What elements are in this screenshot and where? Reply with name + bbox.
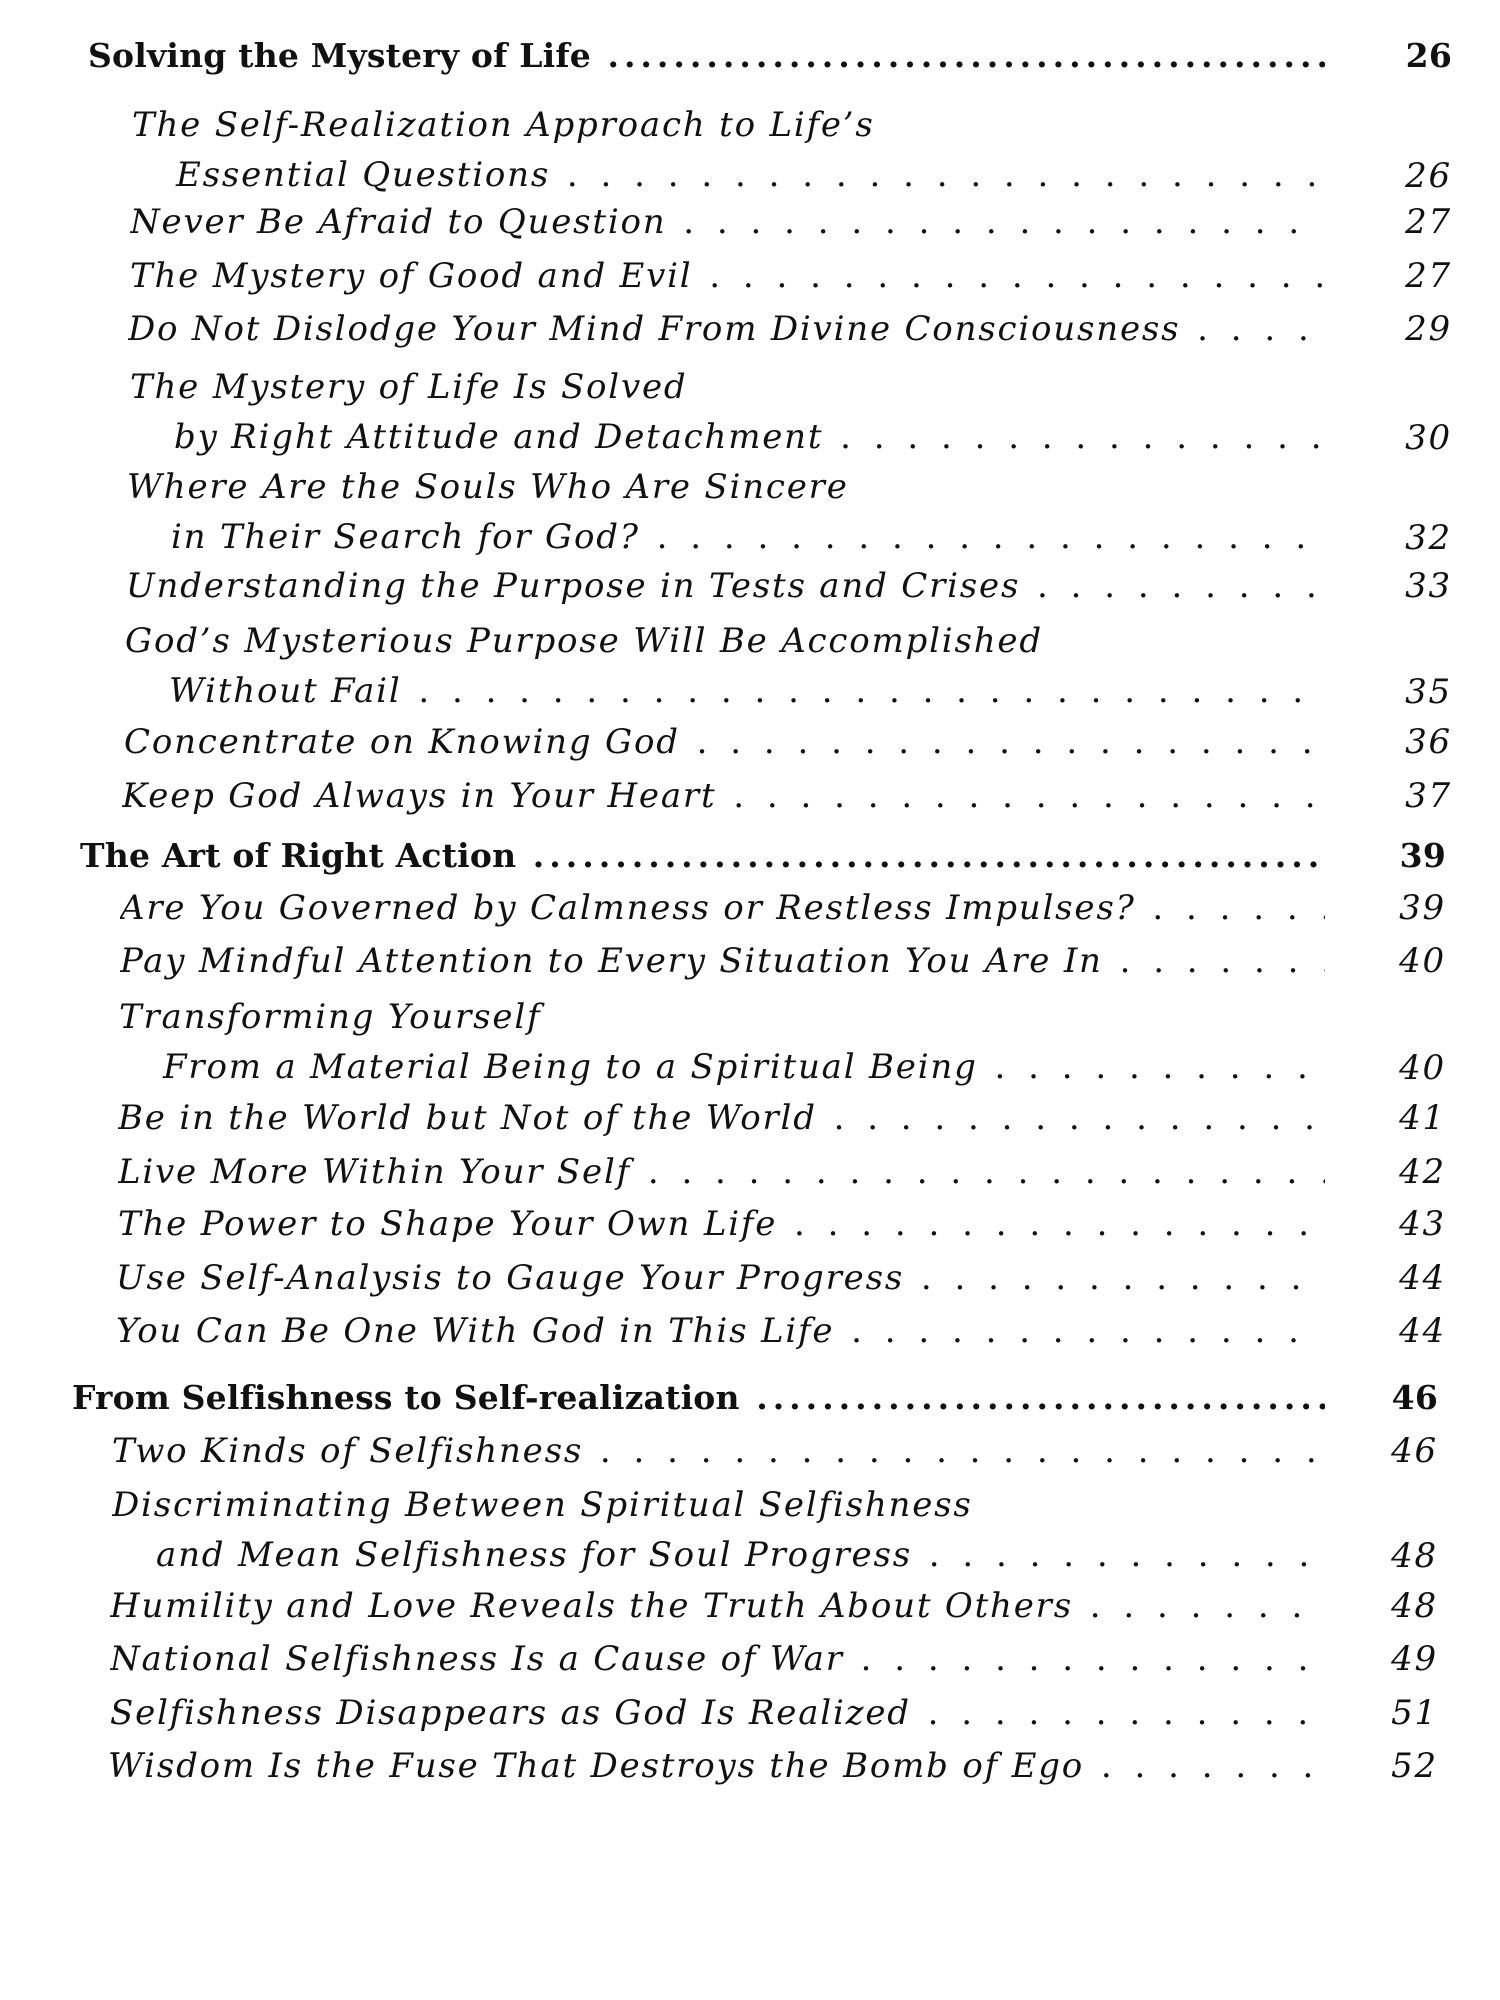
toc-entry-page-number: 27: [1405, 202, 1452, 242]
toc-entry-title: [108, 1740, 1325, 1792]
toc-entry-page-number: 51: [1391, 1693, 1438, 1733]
toc-entry-text: Two Kinds of Selfishness . . .: [112, 1431, 1325, 1471]
toc-entry-page-number: 40: [1399, 1048, 1446, 1088]
toc-entry: [0, 616, 1500, 720]
toc-entry: [0, 1252, 1500, 1304]
toc-entry-line1: Discriminating Between Spiritual Selfishness: [112, 1485, 973, 1525]
toc-entry: [0, 716, 1500, 768]
section-heading: [0, 1372, 1500, 1424]
toc-entry-title: [120, 882, 1325, 934]
toc-entry-title: [132, 100, 1325, 204]
toc-entry-title: [120, 935, 1325, 987]
toc-entry-title: [116, 1305, 1325, 1357]
toc-entry-title: [128, 303, 1325, 355]
toc-entry: [0, 250, 1500, 302]
toc-entry-page-number: 46: [1391, 1431, 1438, 1471]
section-title: [80, 830, 1325, 882]
toc-entry-page-number: 42: [1399, 1152, 1446, 1192]
section-page-number: 26: [1405, 36, 1452, 75]
toc-entry: [0, 560, 1500, 612]
toc-entry-page-number: 44: [1399, 1258, 1446, 1298]
toc-entry-title: [110, 1633, 1325, 1685]
toc-entry: [0, 1092, 1500, 1144]
toc-entry-text: Live More Within Your Self . . .: [118, 1152, 1325, 1192]
toc-entry-page-number: 48: [1391, 1586, 1438, 1626]
toc-entry-text: Use Self-Analysis to Gauge Your Progress . . .: [116, 1258, 1325, 1298]
section-heading: [0, 830, 1500, 882]
toc-entry-title: [112, 1480, 1325, 1584]
toc-entry-page-number: 43: [1399, 1204, 1446, 1244]
toc-entry: [0, 1146, 1500, 1198]
toc-entry-title: [126, 560, 1325, 612]
toc-entry: [0, 992, 1500, 1096]
toc-entry-text: Selfishness Disappears as God Is Realized . . .: [110, 1693, 1325, 1733]
toc-entry-title: [130, 362, 1325, 466]
toc-entry-text: National Selfishness Is a Cause of War . . .: [110, 1639, 1325, 1679]
section-title-text: The Art of Right Action .....: [80, 836, 1325, 875]
section-title-text: From Selfishness to Self-realization .....: [72, 1378, 1325, 1417]
toc-entry-title: [124, 716, 1325, 768]
toc-entry-title: [110, 1580, 1325, 1632]
toc-entry-title: [116, 1252, 1325, 1304]
toc-entry-page-number: 26: [1405, 156, 1452, 196]
section-page-number: 39: [1399, 836, 1446, 875]
toc-entry-title: [118, 1146, 1325, 1198]
toc-entry-page-number: 35: [1405, 672, 1452, 712]
section-title-text: Solving the Mystery of Life .....: [88, 36, 1325, 75]
toc-entry-line1: Transforming Yourself: [119, 997, 542, 1037]
toc-entry-text: Do Not Dislodge Your Mind From Divine Consciousness . . .: [128, 309, 1325, 349]
toc-entry-line2: by Right Attitude and Detachment . . .: [174, 417, 1325, 457]
toc-entry-line2: From a Material Being to a Spiritual Being . . .: [163, 1047, 1325, 1087]
toc-entry: [0, 770, 1500, 822]
toc-entry-text: Never Be Afraid to Question . . .: [130, 202, 1325, 242]
toc-entry-title: [112, 1425, 1325, 1477]
toc-entry: [0, 882, 1500, 934]
toc-entry-page-number: 37: [1405, 776, 1452, 816]
toc-entry-title: [118, 1198, 1325, 1250]
toc-entry-page-number: 33: [1405, 566, 1452, 606]
toc-entry: [0, 462, 1500, 566]
section-title: [88, 30, 1325, 82]
toc-entry-title: [130, 250, 1325, 302]
toc-entry-line2: Essential Questions . . .: [176, 155, 1325, 195]
toc-entry-title: [110, 1687, 1325, 1739]
toc-entry-page-number: 49: [1391, 1639, 1438, 1679]
toc-entry: [0, 1305, 1500, 1357]
toc-entry: [0, 1425, 1500, 1477]
toc-entry-line1: The Self-Realization Approach to Life’s: [132, 105, 875, 145]
toc-entry: [0, 1740, 1500, 1792]
toc-entry-line2: and Mean Selfishness for Soul Progress . . .: [156, 1535, 1325, 1575]
toc-entry-text: Concentrate on Knowing God . . .: [124, 722, 1325, 762]
section-heading: [0, 30, 1500, 82]
toc-entry-text: Humility and Love Reveals the Truth About Others . . .: [110, 1586, 1325, 1626]
toc-entry-line1: The Mystery of Life Is Solved: [130, 367, 688, 407]
toc-entry-text: The Power to Shape Your Own Life . . .: [118, 1204, 1325, 1244]
toc-entry-page-number: 41: [1399, 1098, 1446, 1138]
toc-entry: [0, 1580, 1500, 1632]
toc-entry-title: [119, 992, 1325, 1096]
toc-entry: [0, 1198, 1500, 1250]
toc-entry: [0, 1687, 1500, 1739]
toc-entry-title: [127, 462, 1325, 566]
toc-entry-page-number: 30: [1405, 418, 1452, 458]
toc-entry-page-number: 27: [1405, 256, 1452, 296]
toc-entry-title: [125, 616, 1325, 720]
toc-entry-title: [122, 770, 1325, 822]
toc-entry-line1: God’s Mysterious Purpose Will Be Accomplished: [125, 621, 1043, 661]
toc-entry-text: Wisdom Is the Fuse That Destroys the Bomb of Ego . . .: [108, 1746, 1325, 1786]
toc-entry-text: Pay Mindful Attention to Every Situation You Are In . . .: [120, 941, 1325, 981]
toc-entry-text: You Can Be One With God in This Life . . .: [116, 1311, 1325, 1351]
toc-entry: [0, 196, 1500, 248]
toc-entry-title: [130, 196, 1325, 248]
section-title: [72, 1372, 1325, 1424]
toc-entry-line2: Without Fail . . .: [169, 671, 1325, 711]
toc-entry-title: [118, 1092, 1325, 1144]
toc-entry-page-number: 44: [1399, 1311, 1446, 1351]
toc-entry: [0, 362, 1500, 466]
toc-entry-line1: Where Are the Souls Who Are Sincere: [127, 467, 849, 507]
toc-entry: [0, 303, 1500, 355]
toc-entry-text: Are You Governed by Calmness or Restless Impulses? . . .: [120, 888, 1325, 928]
toc-entry-page-number: 48: [1391, 1536, 1438, 1576]
toc-entry-page-number: 39: [1399, 888, 1446, 928]
toc-entry-text: Understanding the Purpose in Tests and Crises . . .: [126, 566, 1325, 606]
toc-entry: [0, 1480, 1500, 1584]
toc-entry-text: Be in the World but Not of the World . . .: [118, 1098, 1325, 1138]
toc-entry-line2: in Their Search for God? . . .: [171, 517, 1325, 557]
toc-entry-page-number: 29: [1405, 309, 1452, 349]
toc-entry-text: Keep God Always in Your Heart . . .: [122, 776, 1325, 816]
toc-entry: [0, 935, 1500, 987]
toc-entry-page-number: 36: [1405, 722, 1452, 762]
section-page-number: 46: [1391, 1378, 1438, 1417]
toc-entry-page-number: 32: [1405, 518, 1452, 558]
toc-entry: [0, 1633, 1500, 1685]
toc-entry-page-number: 52: [1391, 1746, 1438, 1786]
toc-entry: [0, 100, 1500, 204]
toc-entry-page-number: 40: [1399, 941, 1446, 981]
toc-entry-text: The Mystery of Good and Evil . . .: [130, 256, 1325, 296]
